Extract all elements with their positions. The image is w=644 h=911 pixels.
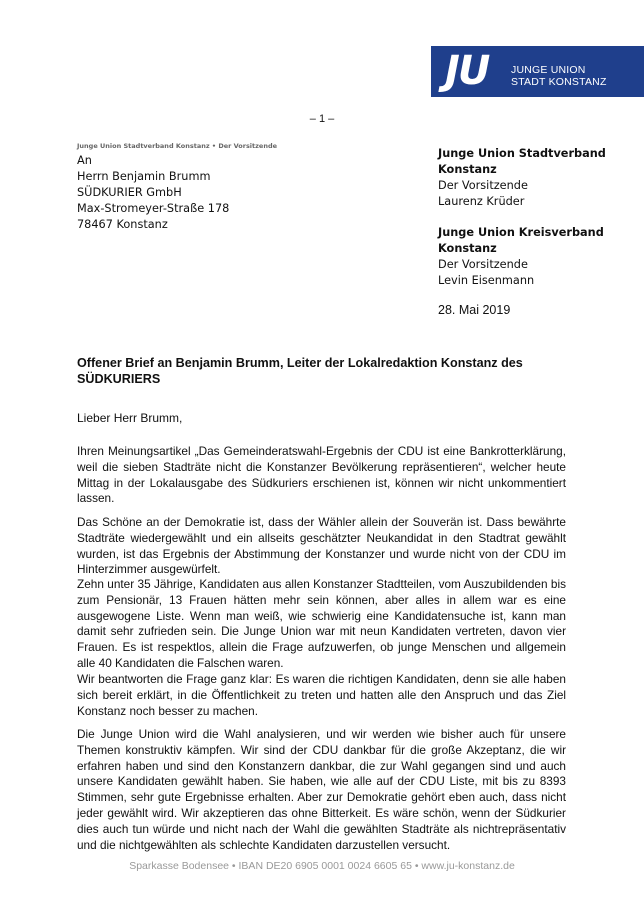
recipient-address xyxy=(77,153,229,233)
body-paragraph: Wir beantworten die Frage ganz klar: Es waren die richtigen Kandidaten, denn sie alle haben sich bereit erklärt, in die Öffentlichkeit zu treten und hatten alle den Anspruch und das Ziel Konstanz noch besser zu machen. xyxy=(77,672,566,718)
sender-role: Der Vorsitzende xyxy=(438,179,528,192)
page-footer: Sparkasse Bodensee • IBAN DE20 6905 0001 0024 6605 65 • www.ju-konstanz.de xyxy=(129,860,515,872)
sender-role: Der Vorsitzende xyxy=(438,258,528,271)
logo-name xyxy=(511,64,607,88)
ju-logo xyxy=(431,46,644,97)
recipient-line: 78467 Konstanz xyxy=(77,218,168,231)
recipient-line: SÜDKURIER GmbH xyxy=(77,186,182,199)
recipient-line: Herrn Benjamin Brumm xyxy=(77,170,211,183)
logo-abbr: JU xyxy=(445,48,489,94)
letter-subject: Offener Brief an Benjamin Brumm, Leiter der Lokalredaktion Konstanz des SÜDKURIERS xyxy=(77,356,523,386)
sender-name: Laurenz Krüder xyxy=(438,195,525,208)
recipient-line: Max-Stromeyer-Straße 178 xyxy=(77,202,230,215)
page-number: – 1 – xyxy=(309,113,335,125)
sender-return-line: Junge Union Stadtverband Konstanz • Der Vorsitzende xyxy=(77,142,278,150)
sender-org: Konstanz xyxy=(438,242,497,255)
body-paragraph: Das Schöne an der Demokratie ist, dass der Wähler allein der Souverän ist. Dass bewährte Stadträte wiedergewählt und ein allseits geschätzter Neukandidat in den Stadtrat gewählt wurden, ist das Ergebnis der Abstimmung der Konstanzer und wurde nicht von der CDU im Hinterzimmer ausgewürfelt. xyxy=(77,515,566,577)
sender-org: Junge Union Kreisverband xyxy=(438,226,604,239)
sender-block-kreisverband xyxy=(438,225,604,289)
recipient-line: An xyxy=(77,154,92,167)
body-paragraph: Ihren Meinungsartikel „Das Gemeinderatswahl-Ergebnis der CDU ist eine Bankrotterklärung, weil die sieben Stadträte nicht die Konstanzer Bevölkerung repräsentieren“, welcher heute Mittag in der Lokalausgabe des Südkuriers erschienen ist, können wir nicht unkommentiert lassen. xyxy=(77,444,566,506)
sender-org: Konstanz xyxy=(438,163,497,176)
logo-name-line1: JUNGE UNION xyxy=(511,64,586,76)
salutation: Lieber Herr Brumm, xyxy=(77,411,183,425)
sender-name: Levin Eisenmann xyxy=(438,274,535,287)
body-paragraph: Die Junge Union wird die Wahl analysieren, und wir werden wie bisher auch für unsere Themen konstruktiv kämpfen. Wir sind der CDU dankbar für die große Akzeptanz, die wir erfahren haben und sind den Konstanzern dankbar, die zur Wahl gegangen sind und auch unsere Kandidaten gewählt haben. Sie haben, wie alle auf der CDU Liste, mit bis zu 8393 Stimmen, sehr gute Ergebnisse erhalten. Aber zur Demokratie gehört eben auch, dass nicht jeder gewählt wird. Wir akzeptieren das ohne Bitterkeit. Es wäre schön, wenn der Südkurier dies auch tun würde und nicht nach der Wahl die gewählten Stadträte als nichtrepräsentativ und die nichtgewählten als schlechte Kandidaten darzustellen versucht. xyxy=(77,727,566,852)
body-paragraph: Zehn unter 35 Jährige, Kandidaten aus allen Konstanzer Stadtteilen, vom Auszubildenden bis zum Pensionär, 13 Frauen hätten mehr sein können, aber alles in allem war es eine ausgewogene Liste. Wenn man weiß, wie schwierig eine Kandidatensuche ist, kann man damit sehr zufrieden sein. Die Junge Union war mit neun Kandidaten vertreten, davon vier Frauen. Es ist respektlos, allein die Frage aufzuwerfen, ob junge Menschen und allgemein alle 40 Kandidaten die Falschen waren. xyxy=(77,577,566,670)
logo-name-line2: STADT KONSTANZ xyxy=(511,76,607,88)
letter-date: 28. Mai 2019 xyxy=(438,303,511,317)
sender-org: Junge Union Stadtverband xyxy=(438,147,606,160)
sender-block-stadtverband xyxy=(438,146,606,210)
